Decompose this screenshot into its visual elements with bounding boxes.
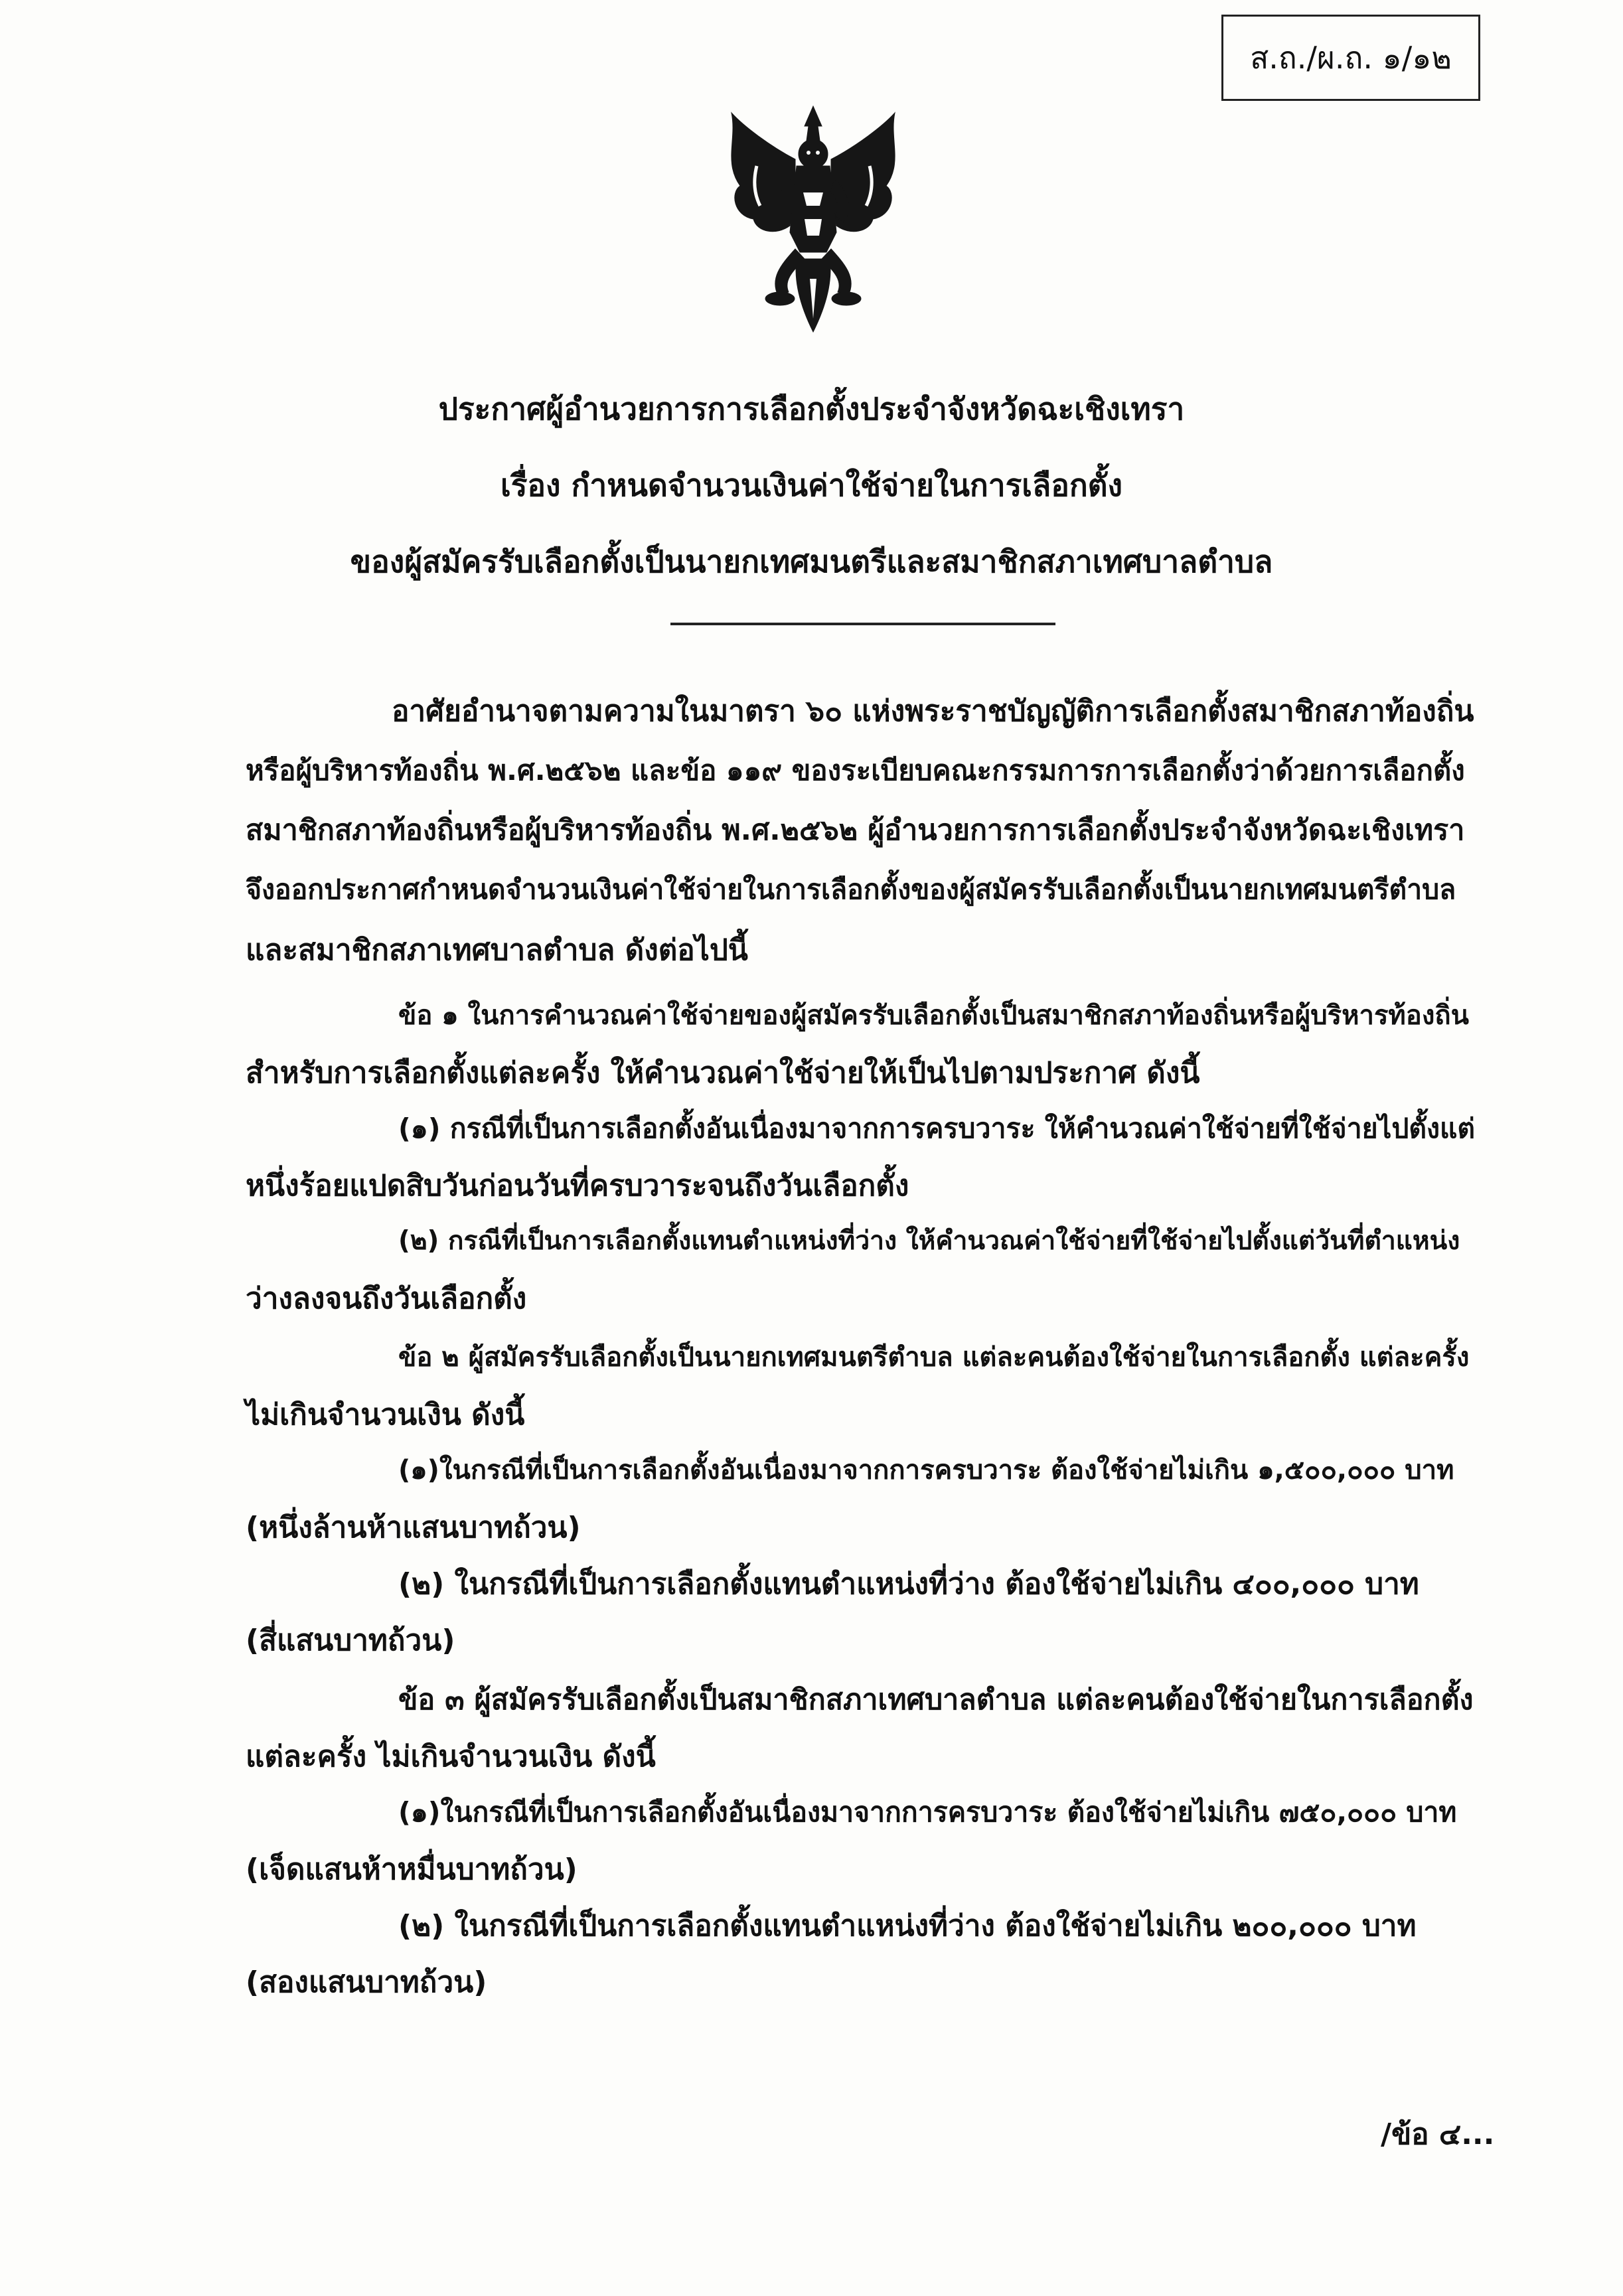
preamble-line-3: สมาชิกสภาท้องถิ่นหรือผู้บริหารท้องถิ่น พ.ศ.๒๕๖๒ ผู้อำนวยการการเลือกตั้งประจำจังหวัดฉะเชิงเทรา	[246, 814, 1465, 847]
next-page-reference: /ข้อ ๔...	[1381, 2117, 1495, 2151]
clause-1-line-2: สำหรับการเลือกตั้งแต่ละครั้ง ให้คำนวณค่าใช้จ่ายให้เป็นไปตามประกาศ ดังนี้	[246, 1056, 1200, 1090]
preamble-line-1	[392, 694, 1474, 728]
clause-3-line-2: แต่ละครั้ง ไม่เกินจำนวนเงิน ดังนี้	[246, 1740, 656, 1774]
clause-2-item-1-words: (หนึ่งล้านห้าแสนบาทถ้วน)	[246, 1511, 581, 1545]
title-divider	[670, 623, 1055, 625]
clause-2-item-1: (๑)ในกรณีที่เป็นการเลือกตั้งอันเนื่องมาจากการครบวาระ ต้องใช้จ่ายไม่เกิน ๑,๕๐๐,๐๐๐ บาท	[398, 1455, 1454, 1486]
announcement-subject-line: เรื่อง กำหนดจำนวนเงินค่าใช้จ่ายในการเลือกตั้ง	[500, 467, 1123, 503]
clause-3-item-2: (๒) ในกรณีที่เป็นการเลือกตั้งแทนตำแหน่งที่ว่าง ต้องใช้จ่ายไม่เกิน ๒๐๐,๐๐๐ บาท	[398, 1909, 1417, 1943]
clause-3-item-1-words: (เจ็ดแสนห้าหมื่นบาทถ้วน)	[246, 1853, 578, 1886]
garuda-emblem-icon	[717, 100, 909, 339]
clause-1-line-1: ข้อ ๑ ในการคำนวณค่าใช้จ่ายของผู้สมัครรับเลือกตั้งเป็นสมาชิกสภาท้องถิ่นหรือผู้บริหารท้องถิ่น	[398, 1000, 1469, 1031]
clause-2-item-2-words: (สี่แสนบาทถ้วน)	[246, 1624, 455, 1657]
clause-2-item-2: (๒) ในกรณีที่เป็นการเลือกตั้งแทนตำแหน่งที่ว่าง ต้องใช้จ่ายไม่เกิน ๔๐๐,๐๐๐ บาท	[398, 1567, 1419, 1601]
clause-3-line-1: ข้อ ๓ ผู้สมัครรับเลือกตั้งเป็นสมาชิกสภาเทศบาลตำบล แต่ละคนต้องใช้จ่ายในการเลือกตั้ง	[398, 1683, 1474, 1717]
clause-2-line-1: ข้อ ๒ ผู้สมัครรับเลือกตั้งเป็นนายกเทศมนตรีตำบล แต่ละคนต้องใช้จ่ายในการเลือกตั้ง แต่ละครั้ง	[398, 1342, 1470, 1373]
document-code: ส.ถ./ผ.ถ. ๑/๑๒	[1250, 39, 1452, 76]
clause-1-item-1-line-2: หนึ่งร้อยแปดสิบวันก่อนวันที่ครบวาระจนถึงวันเลือกตั้ง	[246, 1169, 909, 1203]
preamble-line-4: จึงออกประกาศกำหนดจำนวนเงินค่าใช้จ่ายในการเลือกตั้งของผู้สมัครรับเลือกตั้งเป็นนายกเทศมนตรีตำบล	[246, 874, 1456, 905]
clause-3-item-2-words: (สองแสนบาทถ้วน)	[246, 1965, 487, 1999]
preamble-line-5: และสมาชิกสภาเทศบาลตำบล ดังต่อไปนี้	[246, 933, 748, 967]
preamble-line-2: หรือผู้บริหารท้องถิ่น พ.ศ.๒๕๖๒ และข้อ ๑๑๙ ของระเบียบคณะกรรมการการเลือกตั้งว่าด้วยการเลือกตั้ง	[246, 754, 1465, 787]
clause-1-item-1-line-1: (๑) กรณีที่เป็นการเลือกตั้งอันเนื่องมาจากการครบวาระ ให้คำนวณค่าใช้จ่ายที่ใช้จ่ายไปตั้งแต่	[398, 1112, 1476, 1144]
clause-1-item-2-line-2: ว่างลงจนถึงวันเลือกตั้ง	[246, 1282, 527, 1316]
clause-2-line-2: ไม่เกินจำนวนเงิน ดังนี้	[246, 1398, 525, 1432]
preamble-line-1-text: อาศัยอำนาจตามความในมาตรา ๖๐ แห่งพระราชบัญญัติการเลือกตั้งสมาชิกสภาท้องถิ่น	[392, 694, 1474, 728]
clause-1-item-2-line-1: (๒) กรณีที่เป็นการเลือกตั้งแทนตำแหน่งที่ว่าง ให้คำนวณค่าใช้จ่ายที่ใช้จ่ายไปตั้งแต่วันที่ตำแหน่ง	[398, 1226, 1460, 1256]
announcement-title-line-3: ของผู้สมัครรับเลือกตั้งเป็นนายกเทศมนตรีและสมาชิกสภาเทศบาลตำบล	[350, 544, 1273, 579]
clause-3-item-1: (๑)ในกรณีที่เป็นการเลือกตั้งอันเนื่องมาจากการครบวาระ ต้องใช้จ่ายไม่เกิน ๗๕๐,๐๐๐ บาท	[398, 1796, 1457, 1828]
document-code-box	[1221, 15, 1480, 101]
announcement-title-line-1: ประกาศผู้อำนวยการการเลือกตั้งประจำจังหวัดฉะเชิงเทรา	[438, 391, 1185, 427]
